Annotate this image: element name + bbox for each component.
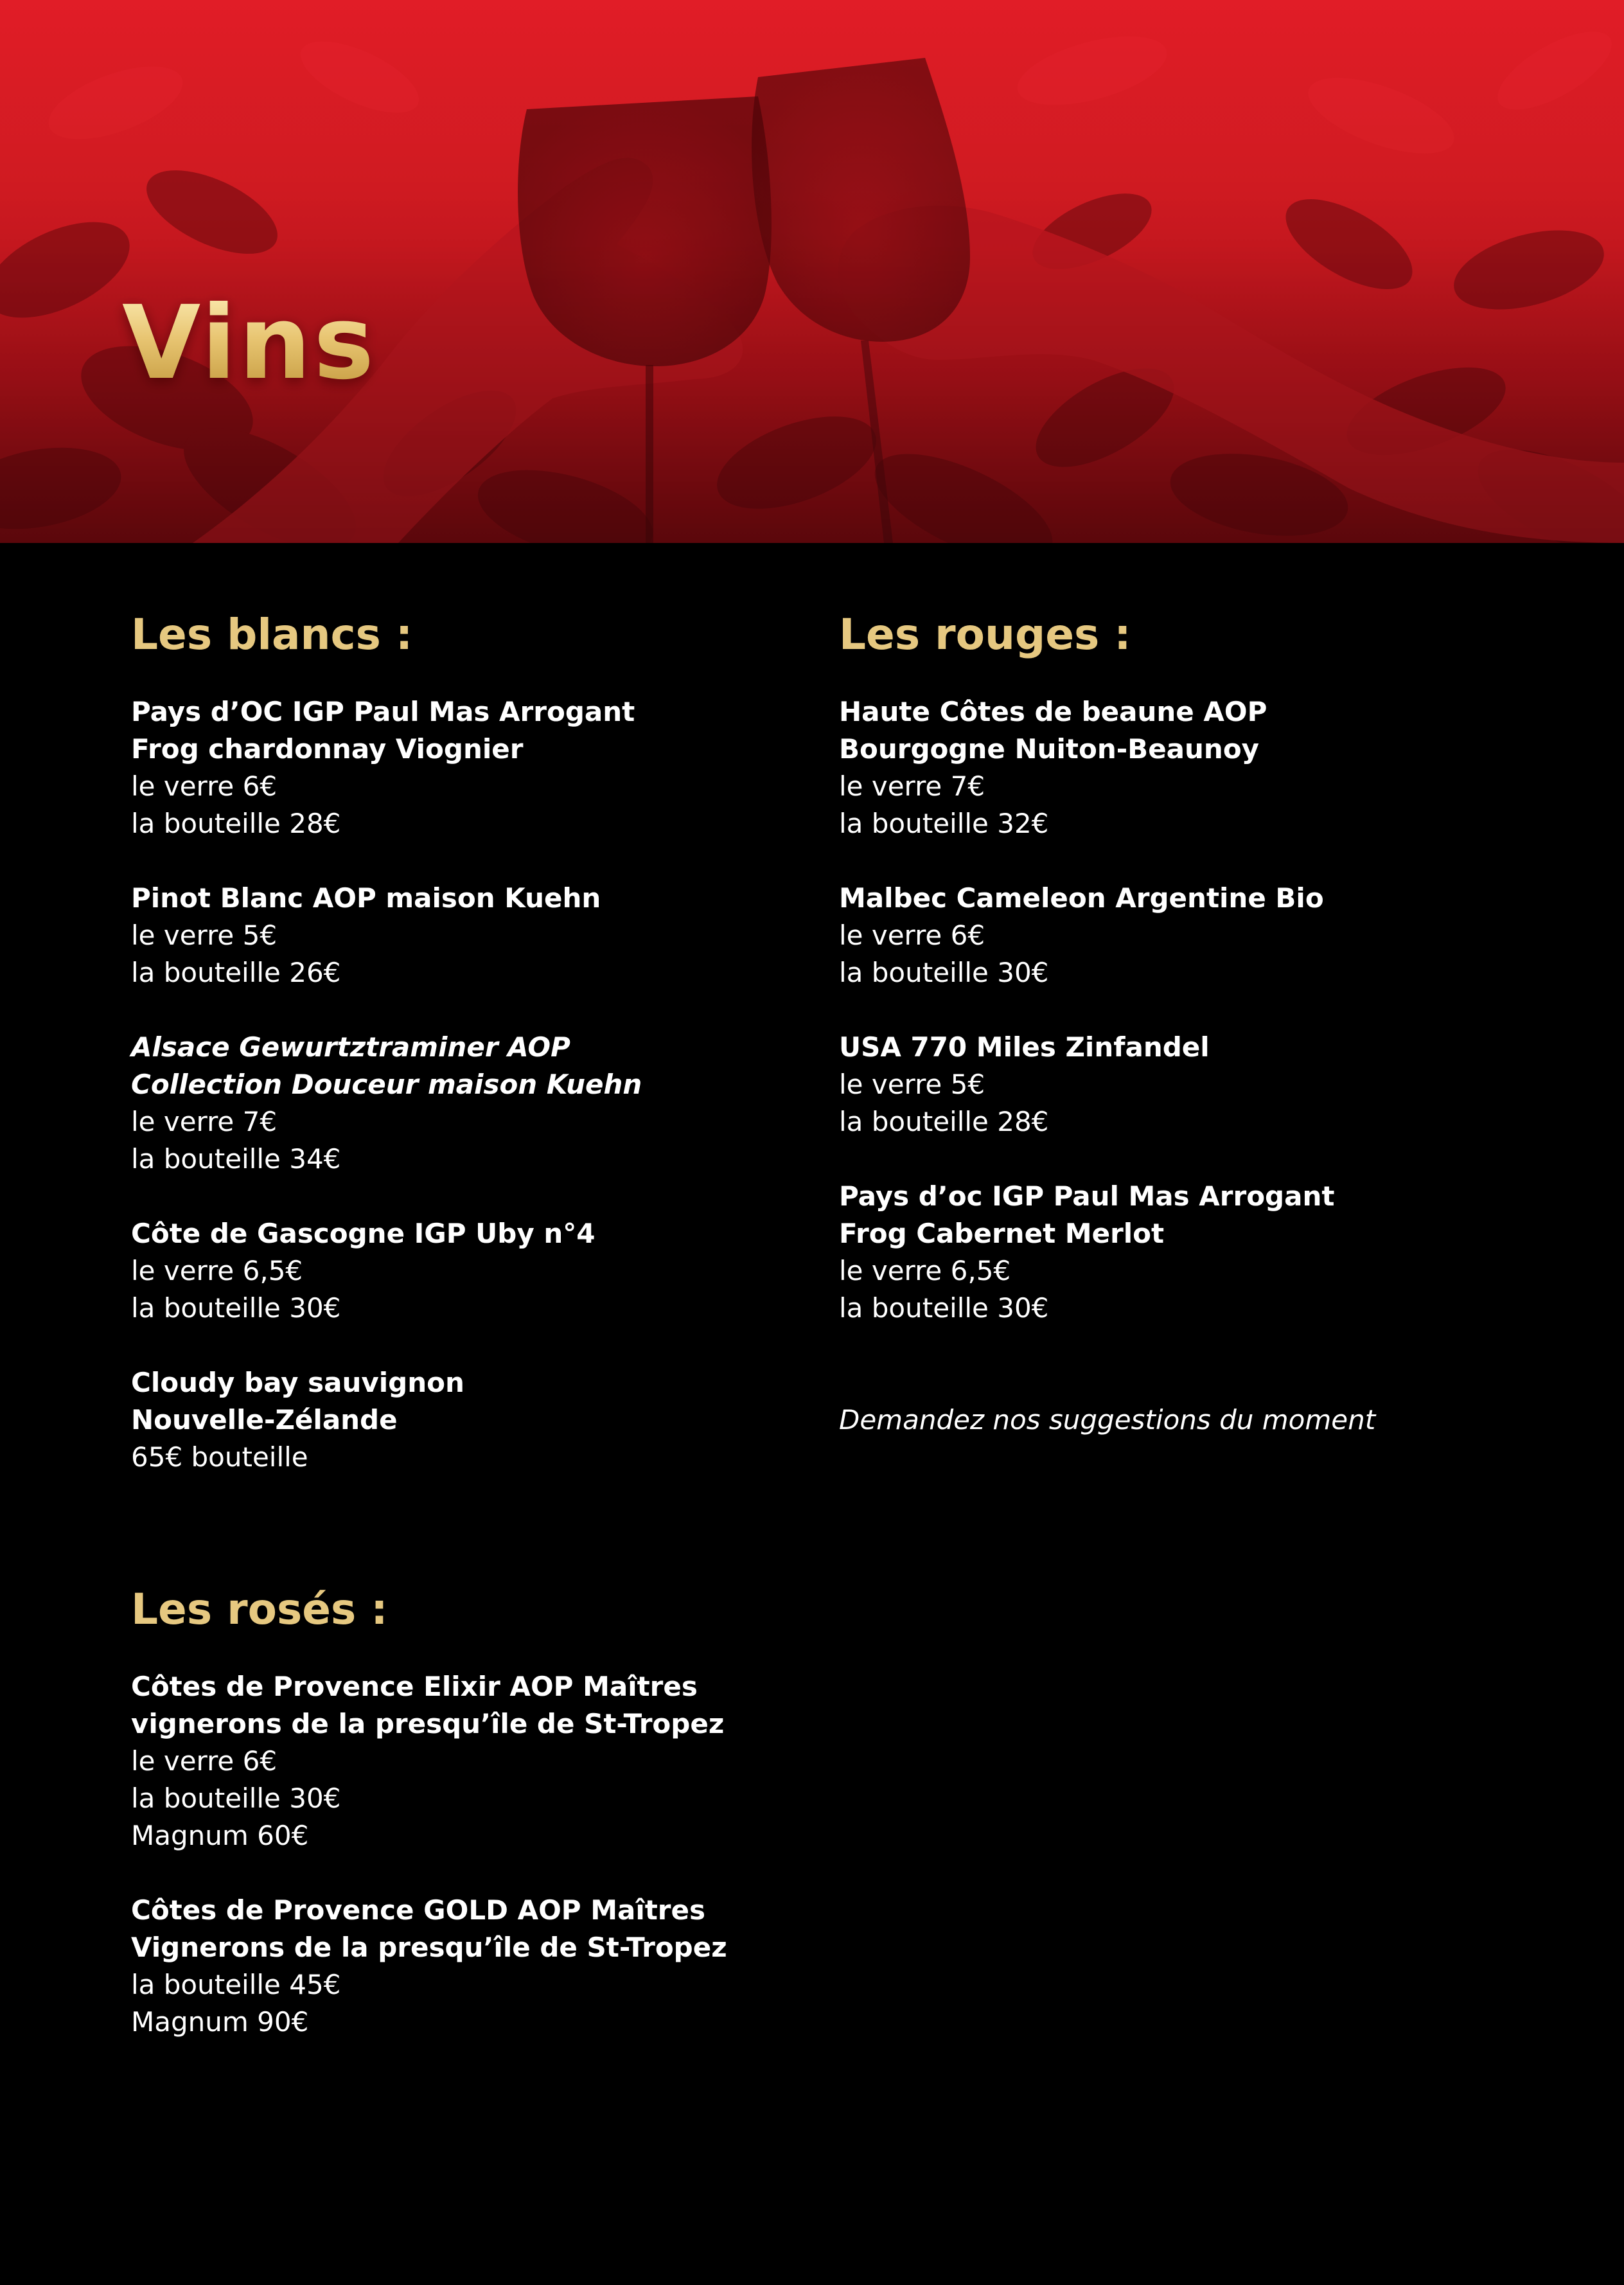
page-title: Vins [122, 284, 377, 402]
wine-item [839, 693, 1514, 842]
section-title-roses: Les rosés : [131, 1585, 388, 1634]
wine-price-glass: le verre 5€ [131, 920, 278, 951]
section-blancs [131, 610, 806, 1513]
wine-price-glass: le verre 6€ [131, 770, 278, 802]
wine-item [839, 1029, 1514, 1141]
wine-name: Haute Côtes de beaune AOP Bourgogne Nuiton-Beaunoy [839, 696, 1267, 765]
wine-item [131, 1668, 806, 1854]
wine-item [131, 693, 806, 842]
wine-name: Côtes de Provence Elixir AOP Maîtres vignerons de la presqu’île de St-Tropez [131, 1671, 725, 1739]
wine-price-bottle: la bouteille 28€ [839, 1106, 1049, 1137]
wine-item [131, 1215, 806, 1327]
section-rouges [839, 610, 1514, 1439]
wine-name: Cloudy bay sauvignon Nouvelle-Zélande [131, 1367, 464, 1436]
section-title-rouges: Les rouges : [839, 610, 1131, 659]
wine-name: Côtes de Provence GOLD AOP Maîtres Vignerons de la presqu’île de St-Tropez [131, 1894, 727, 1963]
wine-price-bottle: la bouteille 30€ [131, 1783, 341, 1814]
wine-item [131, 1029, 806, 1178]
wine-price-glass: le verre 5€ [839, 1069, 985, 1100]
wine-price-glass: le verre 7€ [131, 1106, 278, 1137]
wine-price-bottle: la bouteille 32€ [839, 808, 1049, 839]
wine-item [131, 880, 806, 991]
wine-price-glass: le verre 6,5€ [131, 1255, 303, 1286]
wine-price-glass: le verre 7€ [839, 770, 985, 802]
wine-name: Malbec Cameleon Argentine Bio [839, 882, 1324, 914]
wine-price-bottle: la bouteille 26€ [131, 957, 341, 988]
wine-price-bottle: la bouteille 45€ [131, 1969, 341, 2000]
wine-name: Côte de Gascogne IGP Uby n°4 [131, 1218, 596, 1249]
wine-name: Alsace Gewurtztraminer AOP Collection Douceur maison Kuehn [131, 1031, 642, 1100]
wine-price-glass: le verre 6€ [839, 920, 985, 951]
wine-item [131, 1364, 806, 1476]
wine-price-bottle: la bouteille 34€ [131, 1143, 341, 1175]
wine-item [131, 1892, 806, 2041]
header-banner [0, 0, 1624, 543]
wine-price-magnum: Magnum 60€ [131, 1820, 309, 1851]
wine-name: Pinot Blanc AOP maison Kuehn [131, 882, 601, 914]
wine-price-glass: le verre 6€ [131, 1745, 278, 1777]
wine-price-bottle: la bouteille 30€ [839, 1292, 1049, 1324]
section-roses [131, 1585, 806, 2078]
wine-price-bottle: la bouteille 28€ [131, 808, 341, 839]
wine-price-bottle: la bouteille 30€ [131, 1292, 341, 1324]
suggestion-note: Demandez nos suggestions du moment [839, 1404, 1376, 1436]
wine-price-glass: le verre 6,5€ [839, 1255, 1011, 1286]
wine-name: Pays d’OC IGP Paul Mas Arrogant Frog chardonnay Viognier [131, 696, 635, 765]
wine-price-bottle: la bouteille 30€ [839, 957, 1049, 988]
wine-price-magnum: Magnum 90€ [131, 2006, 309, 2038]
wine-price-bottle: 65€ bouteille [131, 1441, 308, 1473]
toasting-wine-glasses-illustration [0, 0, 1624, 543]
wine-name: Pays d’oc IGP Paul Mas Arrogant Frog Cabernet Merlot [839, 1180, 1335, 1249]
wine-item [839, 1178, 1514, 1327]
wine-name: USA 770 Miles Zinfandel [839, 1031, 1210, 1063]
wine-item [839, 880, 1514, 991]
section-title-blancs: Les blancs : [131, 610, 413, 659]
